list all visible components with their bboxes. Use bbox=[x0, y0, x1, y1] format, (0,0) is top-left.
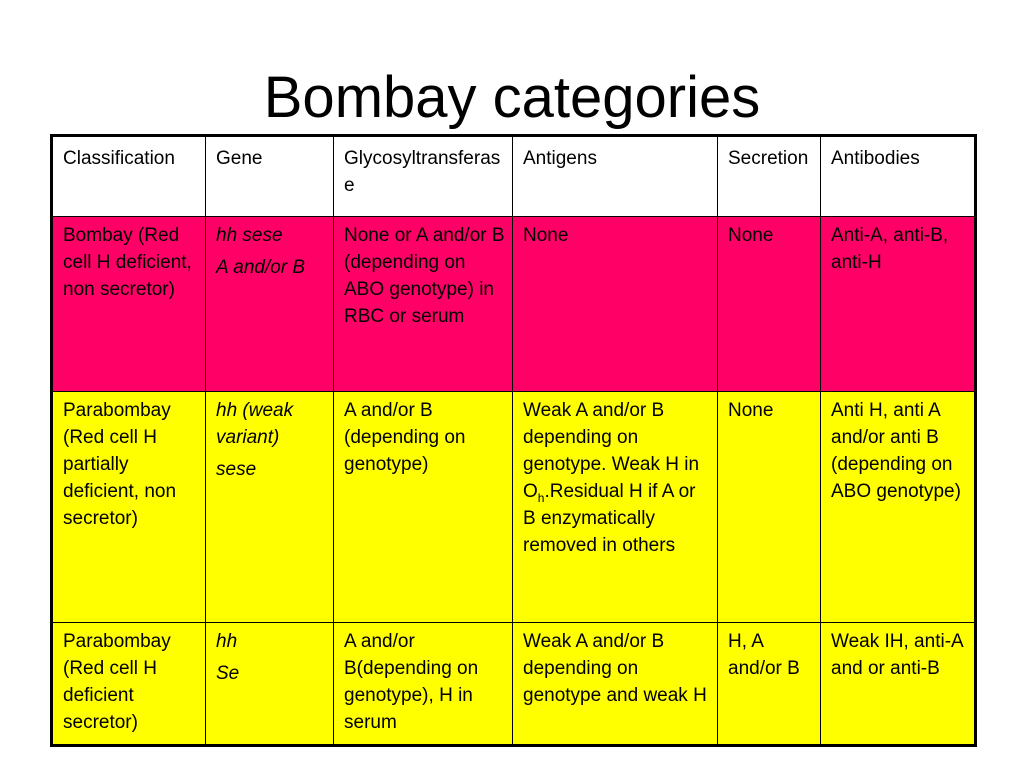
table-header-row bbox=[52, 136, 976, 217]
cell-classification: Parabombay (Red cell H partially deficient, non secretor) bbox=[52, 392, 206, 623]
antigens-text: .Residual H if A or B enzymatically removed in others bbox=[523, 481, 696, 556]
cell-gene bbox=[206, 623, 334, 746]
table-row-parabombay-non-secretor bbox=[52, 392, 976, 623]
table-row-parabombay-secretor bbox=[52, 623, 976, 746]
cell-classification: Parabombay (Red cell H deficient secretor) bbox=[52, 623, 206, 746]
cell-secretion: H, A and/or B bbox=[718, 623, 821, 746]
cell-antigens: None bbox=[513, 217, 718, 392]
gene-line: hh bbox=[216, 631, 238, 652]
cell-antibodies: Anti H, anti A and/or anti B (depending on ABO genotype) bbox=[821, 392, 976, 623]
gene-line: hh (weak variant) bbox=[216, 400, 294, 448]
gene-line: Se bbox=[216, 663, 240, 684]
cell-classification: Bombay (Red cell H deficient, non secretor) bbox=[52, 217, 206, 392]
cell-glycosyltransferase: A and/or B (depending on genotype) bbox=[334, 392, 513, 623]
cell-glycosyltransferase: A and/or B(depending on genotype), H in serum bbox=[334, 623, 513, 746]
antigens-subscript: h bbox=[537, 490, 545, 505]
gene-line: hh sese bbox=[216, 225, 283, 246]
bombay-categories-table bbox=[50, 134, 977, 747]
cell-antibodies: Weak IH, anti-A and or anti-B bbox=[821, 623, 976, 746]
header-antigens: Antigens bbox=[513, 136, 718, 217]
cell-antibodies: Anti-A, anti-B, anti-H bbox=[821, 217, 976, 392]
cell-antigens bbox=[513, 392, 718, 623]
cell-antigens: Weak A and/or B depending on genotype and weak H bbox=[513, 623, 718, 746]
table-row-bombay bbox=[52, 217, 976, 392]
gene-line: sese bbox=[216, 459, 257, 480]
header-glycosyltransferase: Glycosyltransferase bbox=[334, 136, 513, 217]
header-classification: Classification bbox=[52, 136, 206, 217]
antigens-text: Weak A and/or B depending on genotype. Weak H in O bbox=[523, 400, 700, 502]
cell-secretion: None bbox=[718, 392, 821, 623]
cell-gene bbox=[206, 392, 334, 623]
cell-secretion: None bbox=[718, 217, 821, 392]
cell-gene bbox=[206, 217, 334, 392]
slide-title: Bombay categories bbox=[263, 65, 761, 130]
gene-line: A and/or B bbox=[216, 257, 306, 278]
header-secretion: Secretion bbox=[718, 136, 821, 217]
header-gene: Gene bbox=[206, 136, 334, 217]
cell-glycosyltransferase: None or A and/or B (depending on ABO genotype) in RBC or serum bbox=[334, 217, 513, 392]
header-antibodies: Antibodies bbox=[821, 136, 976, 217]
